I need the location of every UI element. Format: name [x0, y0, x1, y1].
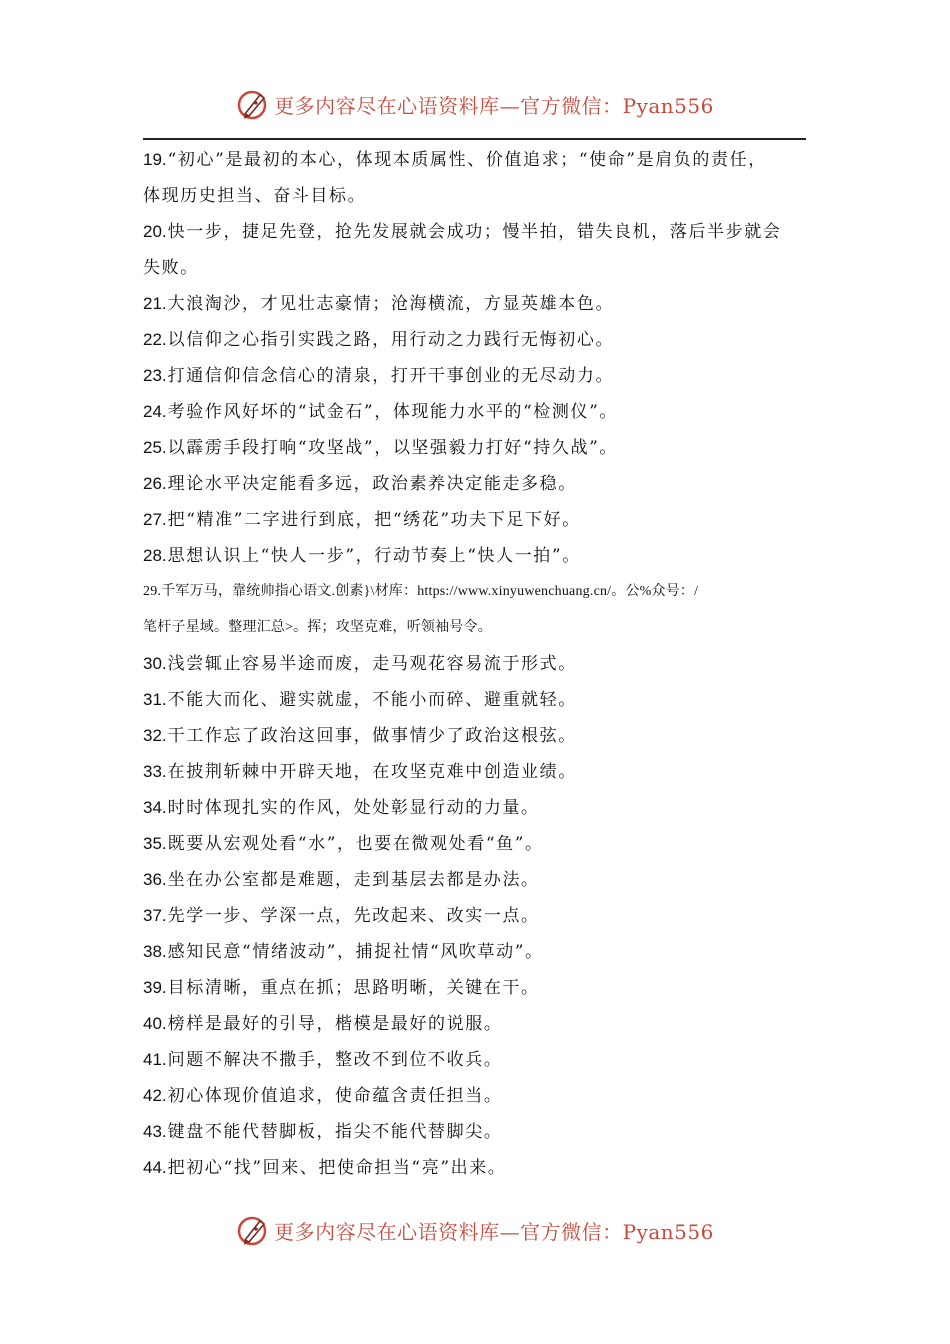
footer-text: 更多内容尽在心语资料库—官方微信：Pyan556 — [274, 1219, 714, 1244]
item-number: 43. — [143, 1122, 167, 1141]
item-text: 把“精准”二字进行到底，把“绣花”功夫下足下好。 — [167, 510, 581, 530]
item-text: 时时体现扎实的作风，处处彰显行动的力量。 — [167, 798, 540, 818]
item-number: 19. — [143, 150, 167, 169]
text-line — [143, 286, 823, 322]
text-line — [143, 430, 823, 466]
item-text: 在披荆斩棘中开辟天地，在攻坚克难中创造业绩。 — [167, 762, 577, 782]
text-line — [143, 1150, 823, 1186]
text-line — [143, 898, 823, 934]
text-line — [143, 610, 823, 646]
item-text: 29.千军万马，靠统帅指心语文.创素}\材库：https://www.xinyuwenchuang.cn/。公%众号：/ — [143, 584, 699, 599]
text-line — [143, 142, 823, 178]
text-line — [143, 502, 823, 538]
item-number: 21. — [143, 294, 167, 313]
item-text: 笔杆子星域。整理汇总>。挥；攻坚克难，听领袖号令。 — [143, 620, 492, 635]
item-text: 坐在办公室都是难题，走到基层去都是办法。 — [167, 870, 540, 890]
item-number: 35. — [143, 834, 167, 853]
item-number: 36. — [143, 870, 167, 889]
item-number: 44. — [143, 1158, 167, 1177]
item-text: 先学一步、学深一点，先改起来、改实一点。 — [167, 906, 540, 926]
item-text: 思想认识上“快人一步”，行动节奏上“快人一拍”。 — [167, 546, 581, 566]
item-number: 23. — [143, 366, 167, 385]
item-text: 大浪淘沙，才见壮志豪情；沧海横流，方显英雄本色。 — [167, 294, 615, 314]
text-line — [143, 718, 823, 754]
text-line — [143, 538, 823, 574]
pen-nib-logo-icon — [236, 87, 270, 121]
item-text: 考验作风好坏的“试金石”，体现能力水平的“检测仪”。 — [167, 402, 619, 422]
pen-nib-logo-icon — [236, 1213, 270, 1247]
item-number: 22. — [143, 330, 167, 349]
item-text: 初心体现价值追求，使命蕴含责任担当。 — [167, 1086, 503, 1106]
text-line — [143, 1078, 823, 1114]
item-number: 26. — [143, 474, 167, 493]
text-line — [143, 574, 823, 610]
header-divider — [143, 138, 806, 140]
item-number: 40. — [143, 1014, 167, 1033]
item-text: 失败。 — [143, 258, 199, 278]
item-number: 38. — [143, 942, 167, 961]
item-number: 33. — [143, 762, 167, 781]
item-number: 24. — [143, 402, 167, 421]
item-number: 30. — [143, 654, 167, 673]
document-body — [143, 142, 823, 1186]
item-text: 感知民意“情绪波动”，捕捉社情“风吹草动”。 — [167, 942, 544, 962]
text-line — [143, 682, 823, 718]
text-line — [143, 934, 823, 970]
text-line — [143, 754, 823, 790]
item-text: 既要从宏观处看“水”，也要在微观处看“鱼”。 — [167, 834, 544, 854]
text-line — [143, 250, 823, 286]
item-number: 42. — [143, 1086, 167, 1105]
text-line — [143, 1114, 823, 1150]
item-text: 键盘不能代替脚板，指尖不能代替脚尖。 — [167, 1122, 503, 1142]
item-number: 41. — [143, 1050, 167, 1069]
item-number: 25. — [143, 438, 167, 457]
item-text: 理论水平决定能看多远，政治素养决定能走多稳。 — [167, 474, 577, 494]
item-number: 39. — [143, 978, 167, 997]
item-text: 以信仰之心指引实践之路，用行动之力践行无悔初心。 — [167, 330, 615, 350]
text-line — [143, 214, 823, 250]
text-line — [143, 178, 823, 214]
item-text: 浅尝辄止容易半途而废，走马观花容易流于形式。 — [167, 654, 577, 674]
item-text: 目标清晰，重点在抓；思路明晰，关键在干。 — [167, 978, 540, 998]
item-text: 打通信仰信念信心的清泉，打开干事创业的无尽动力。 — [167, 366, 615, 386]
item-text: 不能大而化、避实就虚，不能小而碎、避重就轻。 — [167, 690, 577, 710]
item-text: 榜样是最好的引导，楷模是最好的说服。 — [167, 1014, 503, 1034]
text-line — [143, 790, 823, 826]
item-number: 37. — [143, 906, 167, 925]
item-text: 体现历史担当、奋斗目标。 — [143, 186, 367, 206]
item-number: 28. — [143, 546, 167, 565]
header-text: 更多内容尽在心语资料库—官方微信：Pyan556 — [274, 93, 714, 118]
footer-banner — [0, 1210, 950, 1250]
item-text: 把初心“找”回来、把使命担当“亮”出来。 — [167, 1158, 507, 1178]
text-line — [143, 826, 823, 862]
text-line — [143, 358, 823, 394]
text-line — [143, 862, 823, 898]
item-text: 问题不解决不撒手，整改不到位不收兵。 — [167, 1050, 503, 1070]
text-line — [143, 1006, 823, 1042]
item-text: 快一步，捷足先登，抢先发展就会成功；慢半拍，错失良机，落后半步就会 — [167, 222, 782, 242]
text-line — [143, 646, 823, 682]
item-number: 32. — [143, 726, 167, 745]
item-number: 20. — [143, 222, 167, 241]
item-text: “初心”是最初的本心，体现本质属性、价值追求；“使命”是肩负的责任， — [167, 150, 767, 170]
item-number: 31. — [143, 690, 167, 709]
item-number: 27. — [143, 510, 167, 529]
header-banner — [0, 84, 950, 124]
text-line — [143, 970, 823, 1006]
text-line — [143, 466, 823, 502]
text-line — [143, 394, 823, 430]
text-line — [143, 1042, 823, 1078]
item-number: 34. — [143, 798, 167, 817]
text-line — [143, 322, 823, 358]
item-text: 以霹雳手段打响“攻坚战”，以坚强毅力打好“持久战”。 — [167, 438, 619, 458]
item-text: 干工作忘了政治这回事，做事情少了政治这根弦。 — [167, 726, 577, 746]
